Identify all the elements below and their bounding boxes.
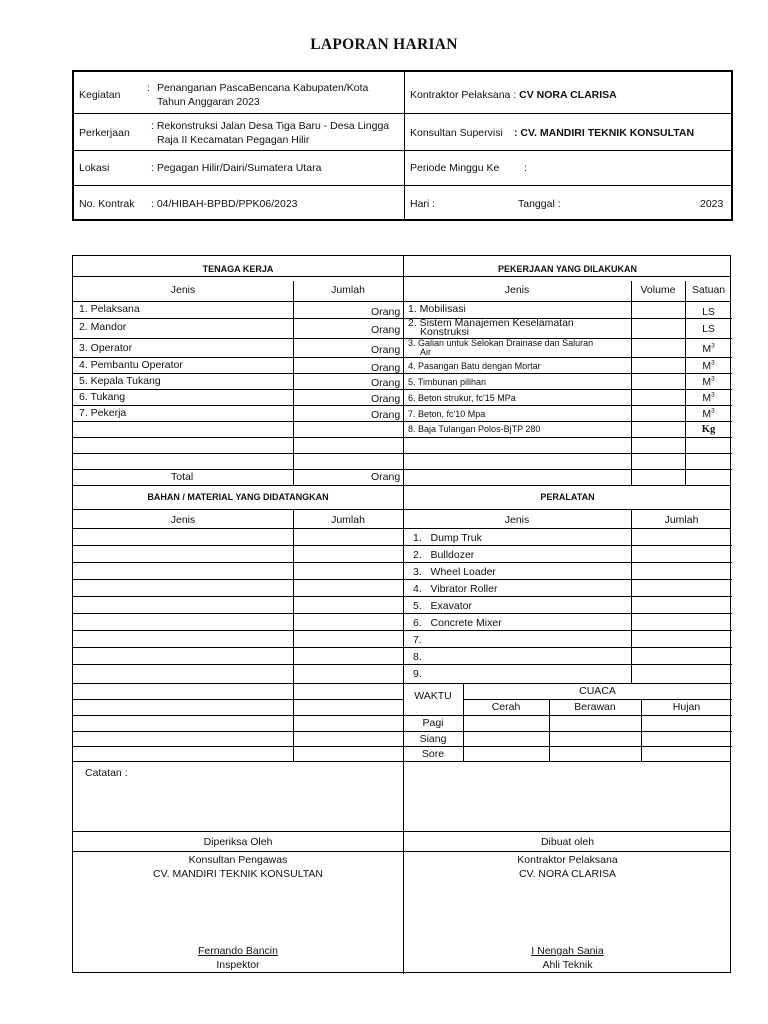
header-info-box: Kegiatan : Penanganan PascaBencana Kabupaten/Kota Tahun Anggaran 2023 Perkerjaan : Rekonstruksi Jalan Desa Tiga Baru - Desa Lingga Raja II Kecamatan Pegagan Hilir Lokasi : Pegagan Hilir/Dairi/Sumatera Utara No. Kontrak : 04/HIBAH-BPBD/PPK06/2023 Kontraktor Pelaksana : CV NORA CLARISA Konsultan Supervisi : CV. MANDIRI TEKNIK KONSULTAN Periode Minggu Ke : Hari : Tanggal : 2023 [72,70,733,221]
cuaca-col-cerah: Cerah [491,701,521,713]
tk-row-6: 6. Tukang [79,391,126,403]
tk-row-4: 4. Pembantu Operator [79,359,183,371]
cuaca-heading: CUACA [579,685,616,697]
peralatan-row-7: 7. [413,634,422,646]
bahan-heading: BAHAN / MATERIAL YANG DIDATANGKAN [147,492,329,502]
tk-row-5: 5. Kepala Tukang [79,375,161,387]
tahun-value: 2023 [700,198,724,210]
tk-row-7: 7. Pekerja [79,407,127,419]
tk-row-1: 1. Pelaksana [79,303,140,315]
catatan-label: Catatan : [85,767,128,779]
left-org1: Konsultan Pengawas [188,854,288,866]
cuaca-col-berawan: Berawan [574,701,616,713]
tk-row-2: 2. Mandor [79,321,127,333]
periode-label: Periode Minggu Ke [410,162,500,174]
bahan-col-jenis: Jenis [170,514,196,526]
left-signer-title: Inspektor [216,959,260,971]
peralatan-col-jenis: Jenis [504,514,530,526]
right-signer-title: Ahli Teknik [542,959,593,971]
peralatan-row-1: 1. Dump Truk [413,532,482,544]
tk-total-label: Total [171,471,194,483]
pk-col-volume: Volume [640,284,676,296]
right-org1: Kontraktor Pelaksana [517,854,618,866]
lokasi-label: Lokasi [79,162,110,174]
peralatan-row-8: 8. [413,651,422,663]
tenaga-kerja-heading: TENAGA KERJA [202,264,274,274]
kegiatan-value-line1: Penanganan PascaBencana Kabupaten/Kota [157,82,369,94]
tk-col-jenis: Jenis [170,284,196,296]
kontraktor-field: Kontraktor Pelaksana : CV NORA CLARISA [410,89,617,101]
lokasi-value: : Pegagan Hilir/Dairi/Sumatera Utara [151,162,322,174]
bahan-col-jumlah: Jumlah [331,514,365,526]
pekerjaan-value-line2: Raja II Kecamatan Pegagan Hilir [157,134,310,146]
pk-col-jenis: Jenis [504,284,530,296]
diperiksa-heading: Diperiksa Oleh [203,836,273,848]
pk-row-3: 3. Galian untuk Selokan Drainase dan Saluran [408,338,594,348]
left-org2: CV. MANDIRI TEKNIK KONSULTAN [153,868,323,880]
peralatan-heading: PERALATAN [540,492,595,502]
report-grid: TENAGA KERJA PEKERJAAN YANG DILAKUKAN Jenis Jumlah Jenis Volume Satuan 1. Pelaksana Orang 2. Mandor Orang 3. Operator Orang 4. Pembantu Operator Orang 5. Kepala Tukang Orang 6. Tukang Orang 7. Pekerja Orang Total Orang 1. Mobilisasi LS 2. Sistem Manajemen Keselamatan Konstruksi LS 3. Galian untuk Selokan Drainase dan Saluran Air $M^3$ 4. Pasangan Batu dengan Mortar $M^3$ 5. Timbunan pilihan $M^3$ 6. Beton strukur, fc'15 MPa $M^3$ 7. Beton, fc'10 Mpa $M^3$ 8. Baja Tulangan Polos-BjTP 280 Kg BAHAN / MATERIAL YANG DIDATANGKAN PERALATAN Jenis Jumlah Jenis Jumlah 1. Dump Truk 2. Bulldozer 3. Wheel Loader 4. Vibrator Roller 5. Exavator 6. Concrete Mixer 7. 8. 9. WAKTU CUACA Cerah Berawan Hujan Pagi Siang Sore Catatan : Diperiksa Oleh Dibuat oleh Konsultan Pengawas CV. MANDIRI TEKNIK KONSULTAN Fernando Bancin Inspektor Kontraktor Pelaksana CV. NORA CLARISA I Nengah Sania Ahli Teknik [72,255,731,973]
tk-row-3: 3. Operator [79,342,133,354]
right-signer-name: I Nengah Sania [531,945,604,957]
cuaca-row-siang: Siang [419,733,447,745]
cuaca-col-hujan: Hujan [672,701,701,713]
pk-row-8: 8. Baja Tulangan Polos-BjTP 280 [408,424,541,434]
peralatan-row-3: 3. Wheel Loader [413,566,496,578]
peralatan-row-9: 9. [413,668,422,680]
cuaca-row-pagi: Pagi [422,717,444,729]
pk-row-1: 1. Mobilisasi [408,303,466,315]
left-signer-name: Fernando Bancin [198,945,278,957]
pekerjaan-value-line1: : Rekonstruksi Jalan Desa Tiga Baru - Desa Lingga [151,120,390,132]
dibuat-heading: Dibuat oleh [540,836,595,848]
peralatan-col-jumlah: Jumlah [664,514,699,526]
peralatan-row-4: 4. Vibrator Roller [413,583,498,595]
kontrak-label: No. Kontrak [79,198,135,210]
peralatan-row-5: 5. Exavator [413,600,472,612]
pk-row-6: 6. Beton strukur, fc'15 MPa [408,393,516,403]
pekerjaan-heading: PEKERJAAN YANG DILAKUKAN [497,264,638,274]
waktu-label: WAKTU [414,690,452,702]
peralatan-row-6: 6. Concrete Mixer [413,617,502,629]
pk-row-7: 7. Beton, fc'10 Mpa [408,409,486,419]
pekerjaan-label: Perkerjaan [79,127,130,139]
konsultan-value: : CV. MANDIRI TEKNIK KONSULTAN [514,127,695,139]
pk-row-2: 2. Sistem Manajemen Keselamatan [408,317,574,329]
hari-label: Hari : [410,198,436,210]
pk-row-4: 4. Pasangan Batu dengan Mortar [408,361,541,371]
tanggal-label: Tanggal : [518,198,561,210]
konsultan-label: Konsultan Supervisi [410,127,503,139]
pk-row-5: 5. Timbunan pilihan [408,377,487,387]
kegiatan-label: Kegiatan [79,89,121,101]
pk-col-satuan: Satuan [691,284,726,296]
right-org2: CV. NORA CLARISA [518,868,617,880]
peralatan-row-2: 2. Bulldozer [413,549,475,561]
kegiatan-value-line2: Tahun Anggaran 2023 [157,96,260,108]
cuaca-row-sore: Sore [421,748,445,760]
page-title: LAPORAN HARIAN [310,36,458,53]
tk-col-jumlah: Jumlah [331,284,365,296]
kontrak-value: : 04/HIBAH-BPBD/PPK06/2023 [151,198,298,210]
